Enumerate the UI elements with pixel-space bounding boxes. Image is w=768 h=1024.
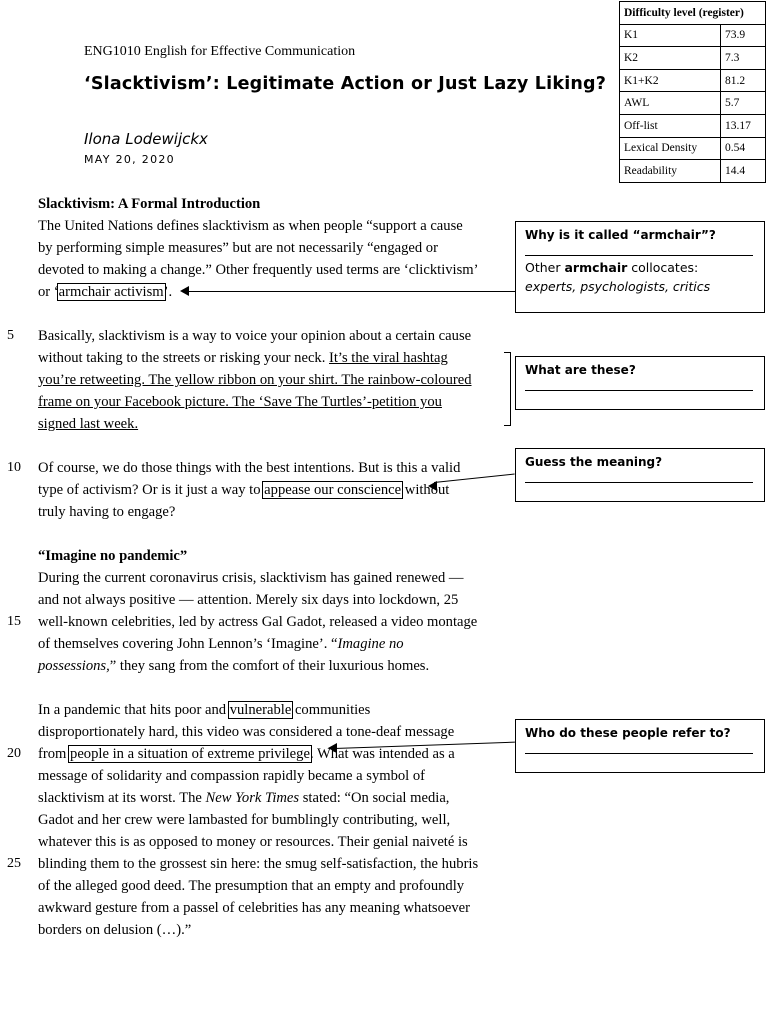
table-row: AWL 5.7 <box>620 92 766 115</box>
text-line: type of activism? Or is it just a way to appease our conscience without <box>38 482 450 498</box>
answer-line[interactable] <box>525 740 753 754</box>
question-box-what <box>515 356 765 410</box>
text-line: message of solidarity and compassion rapidly became a symbol of <box>38 768 426 784</box>
text-line: by performing simple measures” but are not necessarily “engaged or <box>38 240 438 256</box>
boxed-term-vulnerable: vulnerable <box>229 702 292 718</box>
text-line: awkward gesture from a passel of celebrities has any meaning whatsoever <box>38 900 470 916</box>
collocates-text: Other armchair collocates: <box>525 260 699 275</box>
bracket <box>504 352 511 426</box>
author-name: Ilona Lodewijckx <box>84 130 208 148</box>
underlined-line: frame on your Facebook picture. The ‘Save The Turtles’-petition you <box>38 394 442 410</box>
table-row: K2 7.3 <box>620 47 766 70</box>
question-box-guess <box>515 448 765 502</box>
text-line: and not always positive — attention. Merely six days into lockdown, 25 <box>38 592 459 608</box>
text-line: disproportionately hard, this video was considered a tone-deaf message <box>38 724 455 740</box>
text-line: of the alleged good deed. The presumption that an empty and profoundly <box>38 878 465 894</box>
answer-line[interactable] <box>525 377 753 391</box>
table-row: K1+K2 81.2 <box>620 69 766 92</box>
text-line: Basically, slacktivism is a way to voice your opinion about a certain cause <box>38 328 472 344</box>
question-text: What are these? <box>525 363 636 377</box>
line-number: 25 <box>7 856 21 871</box>
publish-date: MAY 20, 2020 <box>84 153 175 166</box>
text-line: well-known celebrities, led by actress Gal Gadot, released a video montage <box>38 614 478 630</box>
boxed-term-appease: appease our conscience <box>264 482 402 498</box>
answer-line[interactable] <box>525 242 753 256</box>
underlined-phrase: It’s the viral hashtag <box>329 350 448 366</box>
collocates-examples: experts, psychologists, critics <box>525 279 711 294</box>
question-text: Guess the meaning? <box>525 455 663 469</box>
section-heading: Slacktivism: A Formal Introduction <box>38 196 261 212</box>
text-line: whatever this is as opposed to money or resources. Their genial naiveté is <box>38 834 468 850</box>
arrowhead-icon <box>180 286 189 296</box>
table-row: Readability 14.4 <box>620 160 766 183</box>
difficulty-table-header: Difficulty level (register) <box>620 2 766 25</box>
boxed-term-privilege: people in a situation of extreme privilege <box>70 746 310 762</box>
text-line: or ‘armchair activism’. <box>38 284 173 300</box>
arrowhead-icon <box>328 743 337 753</box>
text-line: blinding them to the grossest sin here: the smug self-satisfaction, the hubris <box>38 856 479 872</box>
page-title: ‘Slacktivism’: Legitimate Action or Just Lazy Liking? <box>84 74 607 94</box>
underlined-line: you’re retweeting. The yellow ribbon on your shirt. The rainbow-coloured <box>38 372 472 388</box>
text-line: possessions,” they sang from the comfort of their luxurious homes. <box>38 658 430 674</box>
question-text: Who do these people refer to? <box>525 726 731 740</box>
text-line: Of course, we do those things with the best intentions. But is this a valid <box>38 460 461 476</box>
boxed-term-armchair-activism: armchair activism <box>58 284 164 300</box>
text-line: of themselves covering John Lennon’s ‘Imagine’. “Imagine no <box>38 636 404 652</box>
table-row: Off-list 13.17 <box>620 114 766 137</box>
text-line: borders on delusion (…).” <box>38 922 192 938</box>
question-box-who <box>515 719 765 773</box>
question-box-armchair <box>515 221 765 313</box>
line-number: 20 <box>7 746 21 761</box>
arrowhead-icon <box>428 481 437 491</box>
answer-line[interactable] <box>525 469 753 483</box>
text-line: During the current coronavirus crisis, slacktivism has gained renewed — <box>38 570 464 586</box>
underlined-line: signed last week. <box>38 416 139 432</box>
text-line: In a pandemic that hits poor and vulnerable communities <box>38 702 371 718</box>
text-line: truly having to engage? <box>38 504 176 520</box>
line-number: 10 <box>7 460 21 475</box>
table-row: K1 73.9 <box>620 24 766 47</box>
table-row: Lexical Density 0.54 <box>620 137 766 160</box>
line-number: 15 <box>7 614 21 629</box>
course-name: ENG1010 English for Effective Communication <box>84 44 356 59</box>
text-line: from people in a situation of extreme privilege. What was intended as a <box>38 746 455 762</box>
text-line: without taking to the streets or risking your neck. It’s the viral hashtag <box>38 350 448 366</box>
arrow-line <box>186 291 515 292</box>
text-line: slacktivism at its worst. The New York Times stated: “On social media, <box>38 790 450 806</box>
question-text: Why is it called “armchair”? <box>525 228 716 242</box>
text-line: devoted to making a change.” Other frequently used terms are ‘clicktivism’ <box>38 262 479 278</box>
text-line: Gadot and her crew were lambasted for bumblingly contributing, well, <box>38 812 451 828</box>
text-line: The United Nations defines slacktivism as when people “support a cause <box>38 218 463 234</box>
line-number: 5 <box>7 328 14 343</box>
difficulty-table <box>619 1 766 183</box>
section-heading: “Imagine no pandemic” <box>38 548 188 564</box>
